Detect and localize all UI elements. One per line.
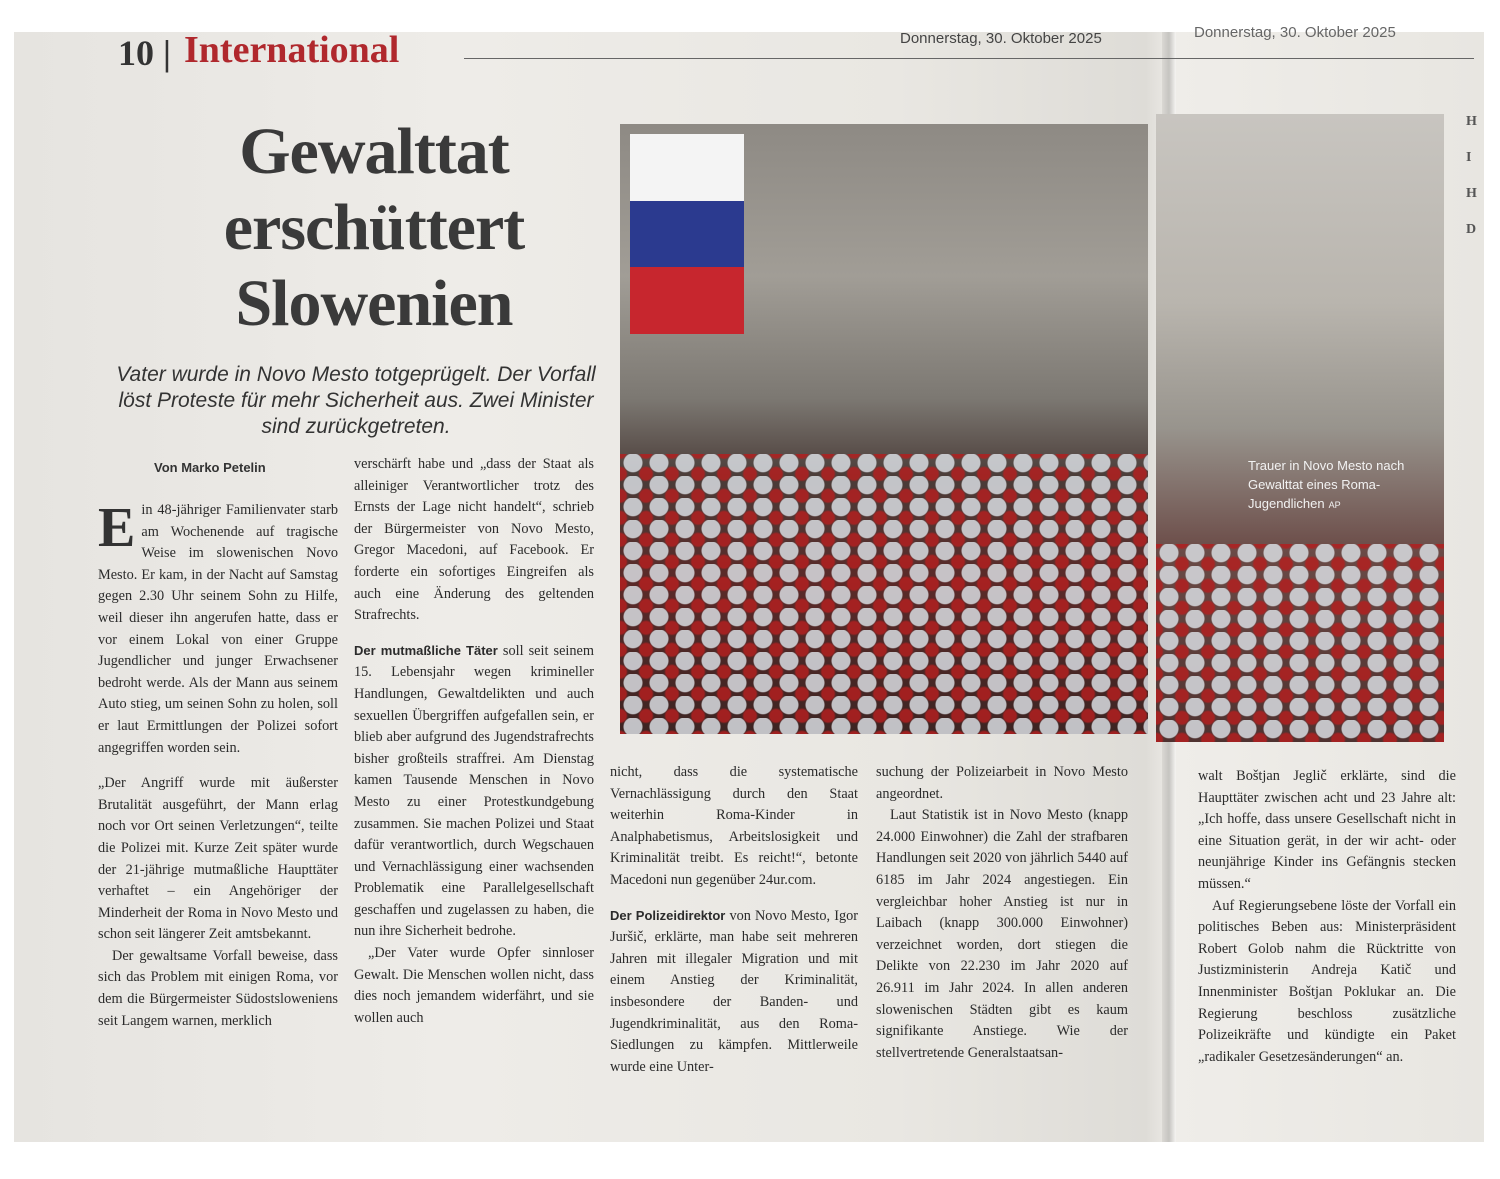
subheadline: Vater wurde in Novo Mesto totgeprügelt. Der Vorfall löst Proteste für mehr Sicherheit aus. Zwei Minister sind zurückgetreten. [116,363,596,438]
paragraph: Laut Statistik ist in Novo Mesto (knapp 24.000 Einwohner) die Zahl der strafbaren Handlungen seit 2020 von jährlich 5440 auf 6185 im Jahr 2024 angestiegen. Ein vergleichbar hoher Anstieg ist nur in Laibach (knapp 300.000 Einwohner) verzeichnet worden, dort stiegen die Delikte von 22.230 im Jahr 2020 auf 26.911 im Jahr 2024. In allen anderen slowenischen Städten gibt es kaum signifikante Anstiege. Wie der stellvertretende Generalstaatsan- [876,807,1128,1061]
paragraph: in 48-jähriger Familienvater starb am Wochenende auf tragische Weise im slowenischen Novo Mesto. Er kam, in der Nacht auf Samstag gegen 2.30 Uhr seinem Sohn zu Hilfe, weil dieser ihn angerufen hatte, dass er vor einem Lokal von einer Gruppe Jugendlicher und junger Erwachsener bedroht werde. Als der Mann aus seinem Auto stieg, um seinen Sohn zu holen, soll er laut Ermittlungen der Polizei sofort angegriffen worden sein. [98,502,338,756]
flag-stripe-white [630,134,744,201]
candles [1156,544,1444,742]
column-2 [354,454,594,1029]
flag-stripe-red [630,267,744,334]
lead-in: Der mutmaßliche Täter [354,642,498,658]
paragraph: walt Boštjan Jeglič erklärte, sind die Haupttäter zwischen acht und 23 Jahre alt: „Ich hoffe, dass unsere Gesellschaft nicht in eine Situation gerät, in der wir acht- oder neunjährige Kinder ins Gefängnis stecken müssen.“ [1198,768,1456,892]
issue-date: Donnerstag, 30. Oktober 2025 [900,30,1102,47]
section-title: International [184,29,400,71]
byline: Von Marko Petelin [154,460,266,475]
headline [154,114,594,342]
edge-letter: D [1466,222,1477,237]
headline-line-2: erschüttert [223,191,525,264]
column-4 [876,762,1128,1064]
edge-letter: H [1466,114,1477,129]
paragraph: Auf Regierungsebene löste der Vorfall ein politisches Beben aus: Ministerpräsident Robert Golob nahm die Rücktritte von Justizministerin Andreja Katič und Innenminister Boštjan Poklukar an. Die Regierung beschloss zusätzliche Polizeikräfte und kündigte ein Paket „radikaler Gesetzesänderungen“ an. [1198,897,1456,1065]
candles [620,454,1148,734]
caption-text: Trauer in Novo Mesto nach Gewalttat eines Roma-Jugendlichen [1248,458,1405,511]
paragraph: von Novo Mesto, Igor Juršič, erklärte, man habe seit mehreren Jahren mit illegaler Migration und mit einem Anstieg der Kriminalität, insbesondere der Banden- und Jugendkriminalität, aus den Roma-Siedlungen zu kämpfen. Mittlerweile wurde eine Unter- [610,907,859,1075]
page-number: 10 | [118,33,171,73]
mourner-photo [1156,114,1444,742]
paragraph: suchung der Polizeiarbeit in Novo Mesto angeordnet. [876,764,1128,802]
drop-cap: E [98,497,136,559]
paragraph: soll seit seinem 15. Lebensjahr wegen krimineller Handlungen, Gewaltdelikten und auch sexuellen Übergriffen aufgefallen sein, er blieb aber aufgrund des Jugendstrafrechts bisher großteils straffrei. Am Dienstag kamen Tausende Menschen in Novo Mesto zu einer Protestkundgebung zusammen. Sie machen Polizei und Staat dafür verantwortlich, durch Wegschauen und Vernachlässigung einer wachsenden Problematik eine Parallelgesellschaft geschaffen und zugelassen zu haben, die nun ihre Sicherheit bedrohe. [354,642,595,940]
paragraph: nicht, dass die systematische Vernachlässigung durch den Staat weiterhin Roma-Kinder in Analphabetismus, Arbeitslosigkeit und Kriminalität treibt. Es reicht!“, betonte Macedoni nun gegenüber 24ur.com. [610,764,858,888]
paragraph: Der gewaltsame Vorfall beweise, dass sich das Problem mit einigen Roma, vor dem die Bürgermeister Südostsloweniens seit Langem warnen, merklich [98,947,338,1029]
paragraph: „Der Vater wurde Opfer sinnloser Gewalt. Die Menschen wollen nicht, dass dies noch jemandem widerfährt, und sie wollen auch [354,945,594,1026]
lead-in: Der Polizeidirektor [610,907,726,923]
header-rule [464,58,1474,59]
headline-line-3: Slowenien [235,267,513,340]
newspaper-page [14,24,1484,1142]
paragraph: verschärft habe und „dass der Staat als alleiniger Verantwortlicher trotz des Ernsts der Lage nicht handelt“, schrieb der Bürgermeister von Novo Mesto, Gregor Macedoni, auf Facebook. Er forderte ein sofortiges Eingreifen als auch eine Änderung des geltenden Strafrechts. [354,456,594,624]
column-1 [98,497,338,1032]
flag-stripe-blue [630,201,744,268]
headline-line-1: Gewalttat [239,115,509,188]
edge-letter: I [1466,150,1472,165]
paragraph: „Der Angriff wurde mit äußerster Brutalität ausgeführt, der Mann erlag noch vor Ort seinen Verletzungen“, teilte die Polizei mit. Kurze Zeit später wurde der 21-jährige mutmaßliche Haupttäter verhaftet – ein Angehöriger der Minderheit der Roma in Novo Mesto und schon seit längerer Zeit amtsbekannt. [98,775,338,943]
edge-letter: H [1466,186,1477,201]
memorial-photo [620,124,1148,734]
next-page-date: Donnerstag, 30. Oktober 2025 [1194,24,1396,41]
column-3 [610,762,858,1078]
column-5 [1198,766,1456,1068]
photo-caption [1248,456,1428,515]
photo-credit: AP [1328,500,1341,510]
next-page-edge [1466,114,1484,258]
slovenian-flag-icon [630,134,744,334]
